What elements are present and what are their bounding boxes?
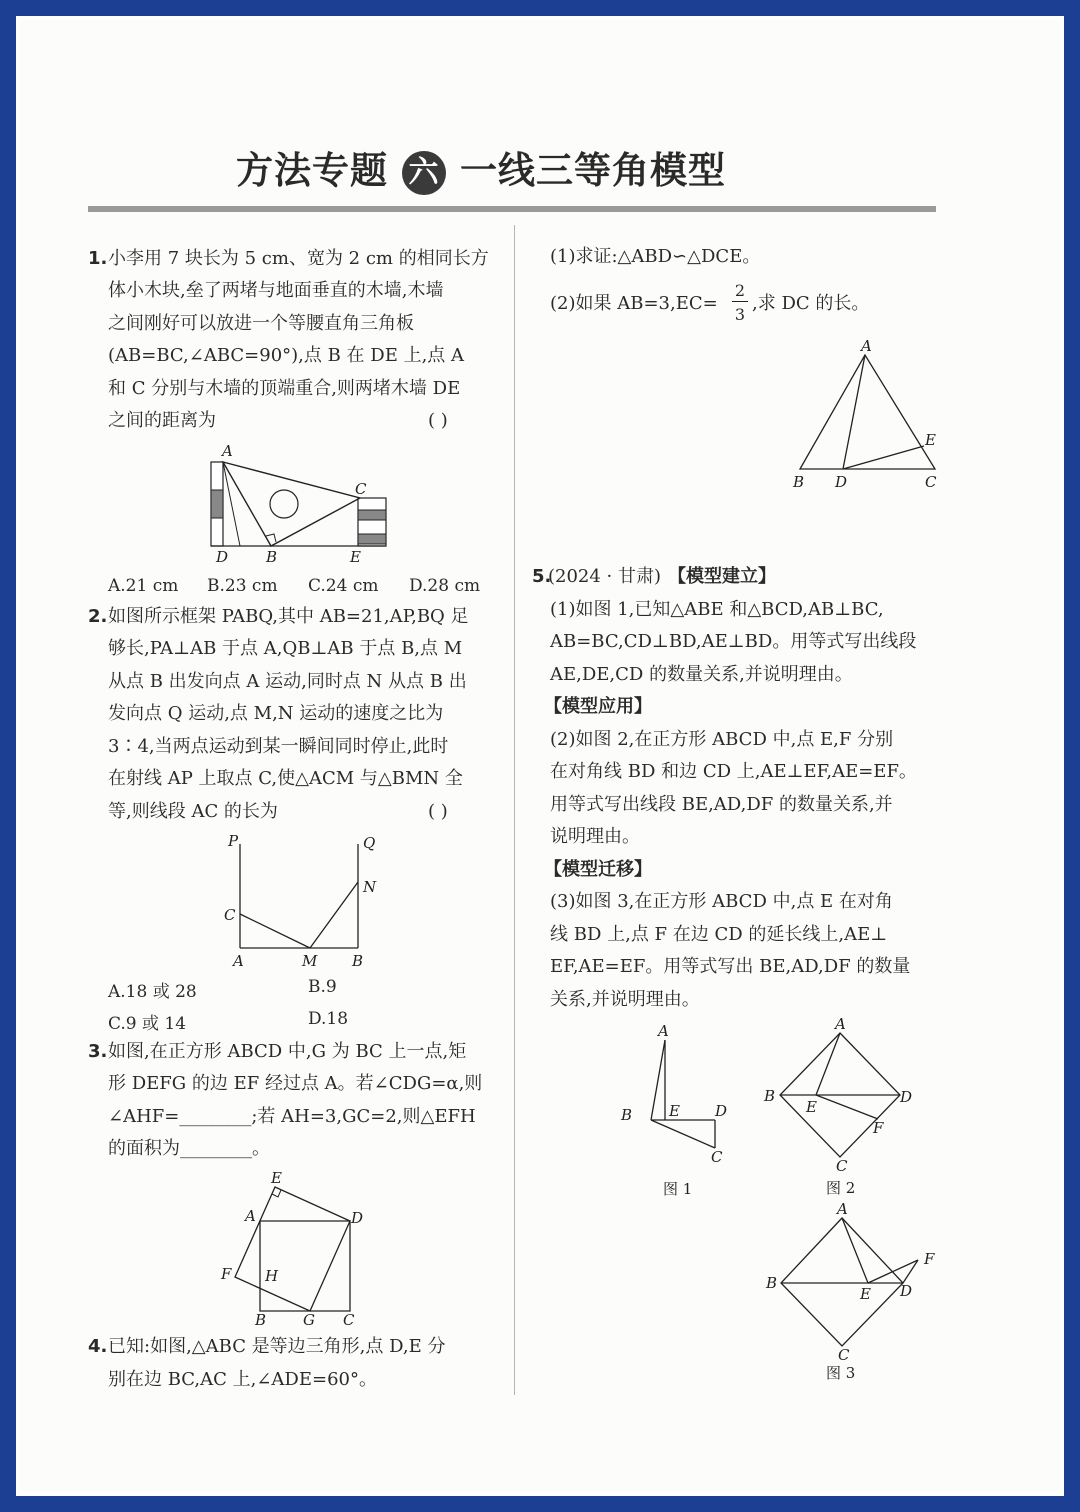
q1-line: (AB=BC,∠ABC=90°),点 B 在 DE 上,点 A: [108, 345, 465, 366]
q5-heading-model-apply: 【模型应用】: [544, 696, 652, 717]
q5-fig3-label-c: C: [838, 1346, 850, 1364]
title-rule: [88, 206, 936, 212]
q2-label-c: C: [224, 906, 236, 924]
q5-fig1-caption: 图 1: [663, 1180, 693, 1198]
q2-figure: [220, 830, 390, 970]
q2-line: 等,则线段 AC 的长为: [108, 801, 278, 822]
q5-figure-3: [760, 1200, 945, 1385]
q3-number: 3.: [88, 1041, 108, 1062]
q4-number: 4.: [88, 1336, 108, 1357]
q1-option-a: A.21 cm: [108, 576, 179, 596]
q3-label-e: E: [271, 1169, 282, 1187]
q4-label-e: E: [925, 431, 936, 449]
q1-label-c: C: [355, 480, 367, 498]
q5-fig1-label-e: E: [669, 1102, 680, 1120]
q2-label-b: B: [352, 952, 364, 970]
q1-line: 体小木块,垒了两堵与地面垂直的木墙,木墙: [108, 280, 444, 301]
q4-label-c: C: [925, 473, 937, 491]
q5-fig3-label-f: F: [924, 1250, 935, 1268]
q4-figure: [785, 335, 950, 495]
q5-part3-line: EF,AE=EF。用等式写出 BE,AD,DF 的数量: [550, 956, 911, 977]
q4-label-d: D: [835, 473, 848, 491]
q2-option-d: D.18: [308, 1009, 349, 1029]
q5-fig1-label-d: D: [715, 1102, 728, 1120]
q2-label-q: Q: [363, 834, 376, 852]
q3-label-f: F: [221, 1265, 232, 1283]
q5-fig1-label-b: B: [621, 1106, 633, 1124]
q2-answer-bracket: ( ): [428, 801, 448, 822]
q2-option-b: B.9: [308, 977, 337, 997]
q2-option-a: A.18 或 28: [108, 982, 197, 1002]
title-right: 一线三等角模型: [460, 149, 726, 192]
page-title: [236, 140, 726, 195]
q5-fig2-label-c: C: [836, 1157, 848, 1175]
q3-label-d: D: [351, 1209, 364, 1227]
q4-part2-start: (2)如果 AB=3,EC=: [550, 293, 718, 314]
q5-part3-line: 线 BD 上,点 F 在边 CD 的延长线上,AE⊥: [550, 924, 888, 945]
q1-line: 之间的距离为: [108, 410, 216, 431]
q1-label-e: E: [350, 548, 361, 566]
q2-line: 如图所示框架 PABQ,其中 AB=21,AP,BQ 足: [108, 606, 469, 627]
q2-label-n: N: [363, 878, 377, 896]
q4-part2-end: ,求 DC 的长。: [752, 293, 870, 314]
q5-fig3-label-b: B: [766, 1274, 778, 1292]
q4-line: 别在边 BC,AC 上,∠ADE=60°。: [108, 1369, 377, 1390]
q5-fig3-label-d: D: [900, 1282, 913, 1300]
q5-number: 5.: [532, 566, 552, 587]
q3-label-c: C: [343, 1311, 355, 1329]
q1-figure: [200, 440, 400, 570]
q5-part1-line: AB=BC,CD⊥BD,AE⊥BD。用等式写出线段: [550, 631, 917, 652]
q2-label-p: P: [228, 832, 239, 850]
q2-label-a: A: [233, 952, 244, 970]
q1-line: 之间刚好可以放进一个等腰直角三角板: [108, 313, 414, 334]
q5-part2-line: 用等式写出线段 BE,AD,DF 的数量关系,并: [550, 794, 893, 815]
q5-part1-line: (1)如图 1,已知△ABE 和△BCD,AB⊥BC,: [550, 599, 884, 620]
q1-line: 和 C 分别与木墙的顶端重合,则两堵木墙 DE: [108, 378, 461, 399]
q3-line: 形 DEFG 的边 EF 经过点 A。若∠CDG=α,则: [108, 1073, 483, 1094]
q4-label-b: B: [793, 473, 805, 491]
q2-line: 3∶4,当两点运动到某一瞬间同时停止,此时: [108, 736, 449, 757]
column-divider: [514, 225, 515, 1395]
q5-fig2-label-d: D: [900, 1088, 913, 1106]
q5-figure-2: [760, 1015, 920, 1205]
q2-option-c: C.9 或 14: [108, 1014, 187, 1034]
q3-line: 的面积为________。: [108, 1138, 270, 1159]
q2-number: 2.: [88, 606, 108, 627]
q1-label-b: B: [266, 548, 278, 566]
q1-answer-bracket: ( ): [428, 410, 448, 431]
q5-part2-line: 说明理由。: [550, 826, 640, 847]
q3-line: ∠AHF=________;若 AH=3,GC=2,则△EFH: [108, 1106, 476, 1127]
q5-fig3-caption: 图 3: [826, 1364, 856, 1382]
q1-label-d: D: [216, 548, 229, 566]
q5-part2-line: 在对角线 BD 和边 CD 上,AE⊥EF,AE=EF。: [550, 761, 917, 782]
q5-fig2-caption: 图 2: [826, 1179, 856, 1197]
q2-line: 够长,PA⊥AB 于点 A,QB⊥AB 于点 B,点 M: [108, 638, 463, 659]
q5-part3-line: (3)如图 3,在正方形 ABCD 中,点 E 在对角: [550, 891, 893, 912]
q5-fig2-label-e: E: [806, 1098, 817, 1116]
q3-figure: [215, 1165, 375, 1330]
q5-part3-line: 关系,并说明理由。: [550, 989, 700, 1010]
q5-heading-model-build: 【模型建立】: [668, 566, 776, 587]
q4-part1: (1)求证:△ABD∽△DCE。: [550, 246, 761, 267]
q5-fig3-label-e: E: [860, 1285, 871, 1303]
q2-label-m: M: [302, 952, 318, 970]
q3-label-g: G: [303, 1311, 315, 1329]
q3-label-b: B: [255, 1311, 267, 1329]
q5-figure-1: [615, 1020, 740, 1205]
title-badge: 六: [402, 151, 446, 195]
q2-line: 发向点 Q 运动,点 M,N 运动的速度之比为: [108, 703, 444, 724]
q5-heading-model-transfer: 【模型迁移】: [544, 859, 652, 880]
q3-label-a: A: [245, 1207, 256, 1225]
q1-line: 小李用 7 块长为 5 cm、宽为 2 cm 的相同长方: [108, 248, 489, 269]
q3-line: 如图,在正方形 ABCD 中,G 为 BC 上一点,矩: [108, 1041, 467, 1062]
q2-line: 在射线 AP 上取点 C,使△ACM 与△BMN 全: [108, 768, 463, 789]
q4-fraction-denominator: 3: [734, 305, 746, 324]
q5-fig2-label-f: F: [873, 1119, 884, 1137]
q1-option-c: C.24 cm: [308, 576, 379, 596]
q4-line: 已知:如图,△ABC 是等边三角形,点 D,E 分: [108, 1336, 446, 1357]
title-left: 方法专题: [236, 149, 388, 192]
q3-label-h: H: [265, 1267, 279, 1285]
q4-label-a: A: [861, 337, 872, 355]
q5-fig1-label-c: C: [711, 1148, 723, 1166]
q5-source: (2024 · 甘肃): [548, 566, 662, 587]
q5-fig2-label-b: B: [764, 1087, 776, 1105]
q2-line: 从点 B 出发向点 A 运动,同时点 N 从点 B 出: [108, 671, 467, 692]
q5-part2-line: (2)如图 2,在正方形 ABCD 中,点 E,F 分别: [550, 729, 894, 750]
q5-fig2-label-a: A: [835, 1015, 846, 1033]
q5-fig3-label-a: A: [837, 1200, 848, 1218]
q1-number: 1.: [88, 248, 108, 269]
q4-fraction-numerator: 2: [732, 281, 748, 302]
q1-option-d: D.28 cm: [409, 576, 481, 596]
q5-fig1-label-a: A: [658, 1022, 669, 1040]
q5-part1-line: AE,DE,CD 的数量关系,并说明理由。: [550, 664, 853, 685]
q1-option-b: B.23 cm: [207, 576, 278, 596]
q1-label-a: A: [222, 442, 233, 460]
